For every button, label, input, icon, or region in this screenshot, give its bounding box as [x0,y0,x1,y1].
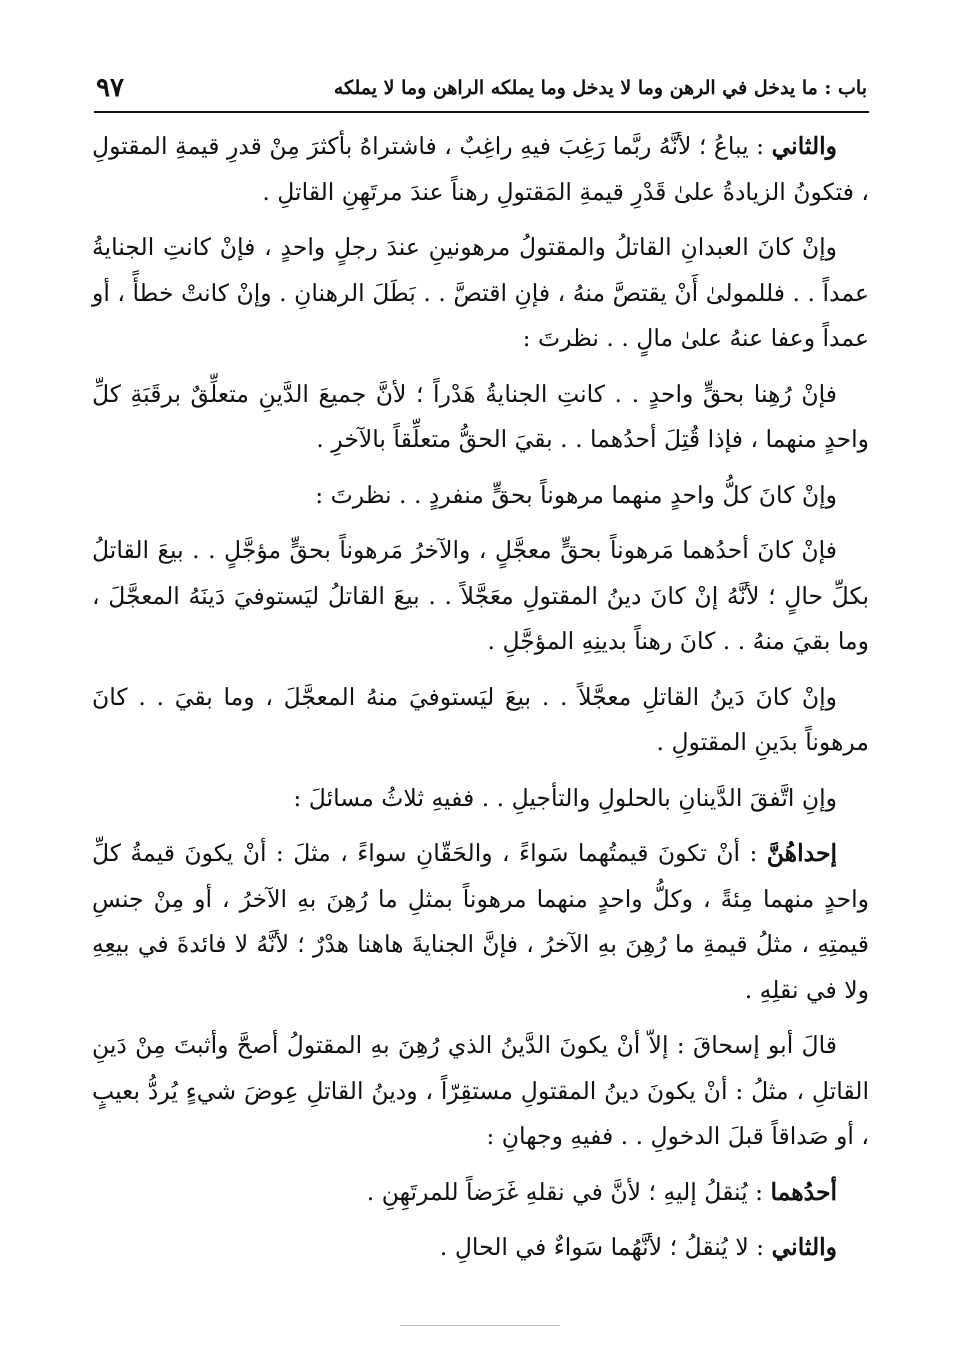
footer-divider [400,1325,560,1326]
paragraph [92,528,869,665]
running-header [96,66,867,110]
paragraph [92,1225,869,1271]
page-body [92,124,869,1281]
paragraph [92,675,869,766]
paragraph [92,1023,869,1160]
paragraph-text: : أنْ تكونَ قيمتُهما سَواءً ، والحَقّانِ سواءً ، مثلَ : أنْ يكونَ قيمةُ كلِّ واحدٍ منهما مِئةً ، وكلُّ واحدٍ منهما مرهوناً بمثلِ ما رُهِنَ بهِ الآخرُ ، أو مِنْ جنسِ قيمتِهِ ، مثلُ قيمةِ ما رُهِنَ بهِ الآخرُ ، فإنَّ الجنايةَ هاهنا هدْرٌ ؛ لأنَّهُ لا فائدةَ في بيعِهِ ولا في نقلِهِ . [92,839,869,1004]
paragraph-text: : يباعُ ؛ لأنَّهُ ربَّما رَغِبَ فيهِ راغِبٌ ، فاشتراهُ بأكثرَ مِنْ قدرِ قيمةِ المقتولِ ، فتكونُ الزيادةُ علىٰ قَدْرِ قيمةِ المَقتولِ رهناً عندَ مرتَهِنِ القاتلِ . [92,132,869,206]
paragraph [92,124,869,215]
paragraph-text: وإنِ اتَّفقَ الدَّينانِ بالحلولِ والتأجيلِ . . ففيهِ ثلاثُ مسائلَ : [293,783,837,812]
paragraph-text: فإنْ رُهِنا بحقٍّ واحدٍ . . كانتِ الجنايةُ هَدْراً ؛ لأنَّ جميعَ الدَّينِ متعلِّقٌ برقَبَةِ كلِّ واحدٍ منهما ، فإذا قُتِلَ أحدُهما . . بقيَ الحقُّ متعلِّقاً بالآخرِ . [92,379,869,453]
paragraph-text: فإنْ كانَ أحدُهما مَرهوناً بحقٍّ معجَّلٍ ، والآخرُ مَرهوناً بحقٍّ مؤجَّلٍ . . بيعَ القاتلُ بكلِّ حالٍ ؛ لأنَّهُ إنْ كانَ دينُ المقتولِ معَجَّلاً . . بيعَ القاتلُ ليَستوفيَ دَينَهُ المعجَّلَ ، وما بقيَ منهُ . . كانَ رهناً بدينِهِ المؤجَّلِ . [92,536,869,655]
paragraph-lead: والثاني [771,132,837,160]
paragraph-text: قالَ أبو إسحاقَ : إلاّ أنْ يكونَ الدَّينُ الذي رُهِنَ بهِ المقتولُ أصحَّ وأثبتَ مِنْ دَينِ القاتلِ ، مثلُ : أنْ يكونَ دينُ المقتولِ مستقِرّاً ، ودينُ القاتلِ عِوضَ شيءٍ يُردُّ بعيبٍ ، أو صَداقاً قبلَ الدخولِ . . ففيهِ وجهانِ : [92,1031,869,1150]
paragraph-text: : لا يُنقلُ ؛ لأنَّهُما سَواءٌ في الحالِ . [439,1233,772,1261]
paragraph-lead: أحدُهما [770,1177,837,1206]
page-number: ٩٧ [96,73,124,103]
paragraph [92,1170,869,1216]
paragraph [92,372,869,463]
paragraph-lead: إحداهُنَّ [766,839,837,867]
paragraph-text: وإنْ كانَ كلُّ واحدٍ منهما مرهوناً بحقٍّ منفردٍ . . نظرتَ : [315,480,837,509]
paragraph [92,831,869,1013]
paragraph [92,776,869,822]
paragraph-lead: والثاني [771,1233,837,1261]
paragraph-text: وإنْ كانَ دَينُ القاتلِ معجَّلاً . . بيعَ ليَستوفيَ منهُ المعجَّلَ ، وما بقيَ . . كانَ مرهوناً بدَينِ المقتولِ . [92,682,869,756]
paragraph [92,473,869,519]
chapter-title: باب : ما يدخل في الرهن وما لا يدخل وما يملكه الراهن وما لا يملكه [333,77,867,99]
paragraph-text: : يُنقلُ إليهِ ؛ لأنَّ في نقلهِ غَرَضاً للمرتَهِنِ . [366,1177,771,1206]
paragraph-text: وإنْ كانَ العبدانِ القاتلُ والمقتولُ مرهونينِ عندَ رجلٍ واحدٍ ، فإنْ كانتِ الجنايةُ عمداً . . فللمولىٰ أَنْ يقتصَّ منهُ ، فإنِ اقتصَّ . . بَطَلَ الرهنانِ . وإنْ كانتْ خطأً ، أو عمداً وعفا عنهُ علىٰ مالٍ . . نظرتَ : [92,233,869,352]
paragraph [92,225,869,362]
header-divider [94,111,869,113]
